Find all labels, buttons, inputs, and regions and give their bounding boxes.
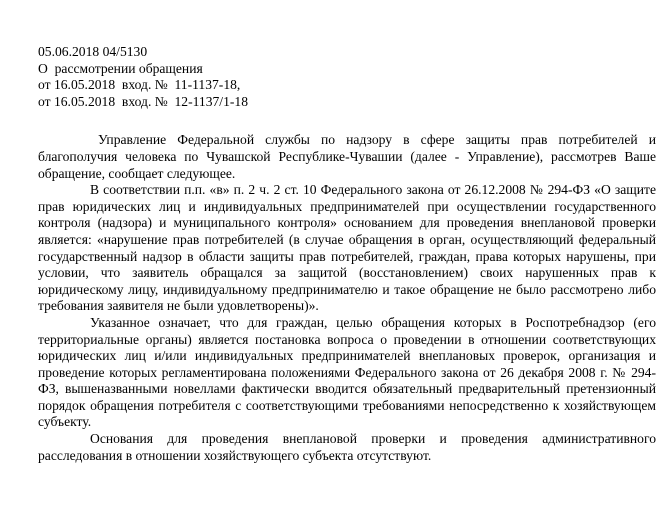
letter-body [38, 132, 656, 464]
body-paragraph: Указанное означает, что для граждан, целью обращения которых в Роспотребнадзор (его территориальные органы) является постановка вопроса о проведении в отношении соответствующих юридических лиц и/или индивидуальных предпринимателей внеплановых проверок, организация и проведение которых регламентирована положениями Федерального закона от 26 декабря 2008 г. № 294-ФЗ, вышеназванными новеллами фактически вводится обязательный предварительный претензионный порядок обращения потребителя с соответствующими требованиями непосредственно к хозяйствующем субъекту. [38, 314, 656, 430]
letter-reference-1: от 16.05.2018 вход. № 11-1137-18, [38, 77, 241, 93]
letter-document [38, 44, 656, 464]
letter-header [38, 44, 656, 110]
letter-date-number: 05.06.2018 04/5130 [38, 44, 148, 59]
body-paragraph: Основания для проведения внеплановой проверки и проведения административного расследования в отношении хозяйствующего субъекта отсутствуют. [38, 431, 656, 463]
body-paragraph: В соответствии п.п. «в» п. 2 ч. 2 ст. 10 Федерального закона от 26.12.2008 № 294-ФЗ «О защите прав юридических лиц и индивидуальных предпринимателей при осуществлении государственного контроля (надзора) и муниципального контроля» основанием для проведения внеплановой проверки является: «нарушение прав потребителей (в случае обращения в орган, осуществляющий федеральный государственный надзор в области защиты прав потребителей, граждан, права которых нарушены, при условии, что заявитель обращался за защитой (восстановлением) своих нарушенных прав к юридическому лицу, индивидуальному предпринимателю и такое обращение не было рассмотрено либо требования заявителя не были удовлетворены)». [38, 182, 656, 314]
letter-reference-2: от 16.05.2018 вход. № 12-1137/1-18 [38, 93, 249, 109]
body-paragraph: Управление Федеральной службы по надзору в сфере защиты прав потребителей и благополучия человека по Чувашской Республике-Чувашии (далее - Управление), рассмотрев Ваше обращение, сообщает следующее. [38, 132, 656, 181]
letter-subject: О рассмотрении обращения [38, 60, 203, 76]
